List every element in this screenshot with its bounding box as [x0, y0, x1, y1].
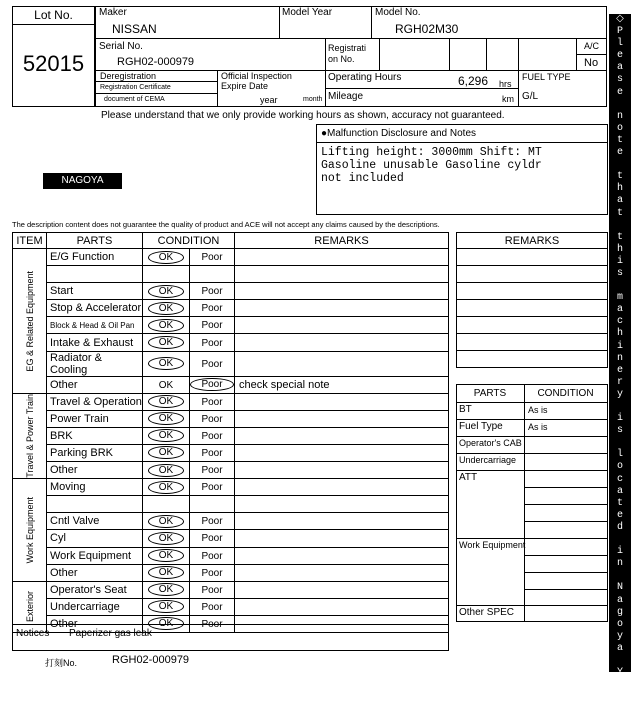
- cema-label: document of CEMA: [104, 96, 165, 103]
- sidebar-char: h: [616, 243, 623, 255]
- inspection-label: Official Inspection Expire Date: [221, 71, 292, 91]
- ok-mark[interactable]: OK: [148, 532, 184, 545]
- poor-cell: [190, 479, 235, 496]
- ok-cell: [143, 444, 190, 461]
- ac-value: No: [584, 57, 599, 69]
- ok-mark[interactable]: OK: [148, 302, 184, 315]
- ok-mark[interactable]: OK: [148, 464, 184, 477]
- sidebar-char: t: [616, 134, 623, 146]
- group-label-text: Travel & Power Train: [24, 394, 35, 478]
- sidebar-char: i: [616, 413, 623, 425]
- serial-label: Serial No.: [99, 41, 143, 52]
- remark-cell: [235, 393, 449, 410]
- sidebar-char: s: [616, 267, 623, 279]
- table-row: [13, 530, 449, 547]
- sidebar-char: ◇: [616, 14, 624, 25]
- sidebar-char: n: [616, 352, 623, 364]
- col-condition: CONDITION: [143, 233, 235, 249]
- sidebar-char: t: [616, 171, 623, 183]
- km-unit: km: [502, 94, 514, 104]
- poor-mark[interactable]: Poor: [201, 584, 223, 596]
- remark-cell: [235, 410, 449, 427]
- sidebar-char: o: [616, 122, 623, 134]
- notices-label: Notices: [16, 628, 50, 639]
- sidebar-char: [609, 655, 631, 667]
- sidebar-char: e: [616, 50, 623, 62]
- sidebar-char: [609, 401, 631, 413]
- ok-mark[interactable]: OK: [148, 600, 184, 613]
- poor-mark[interactable]: Poor: [201, 533, 223, 545]
- remark-cell: [235, 581, 449, 598]
- model-year-label: Model Year: [282, 7, 333, 18]
- poor-cell: [190, 530, 235, 547]
- ok-cell: [143, 317, 190, 334]
- poor-cell: [190, 317, 235, 334]
- poor-cell: [190, 598, 235, 615]
- remark-cell: [235, 317, 449, 334]
- part-name: E/G Function: [47, 249, 143, 266]
- ok-mark[interactable]: OK: [148, 336, 184, 349]
- lot-label: Lot No.: [13, 8, 94, 25]
- sidebar-char: e: [616, 364, 623, 376]
- right-remark-row: [457, 249, 608, 266]
- table-row: [13, 427, 449, 444]
- poor-mark[interactable]: Poor: [201, 396, 223, 408]
- sidebar-char: y: [616, 630, 623, 642]
- group-label-text: Exterior: [24, 591, 35, 623]
- poor-cell: [190, 266, 235, 283]
- part-name: Undercarriage: [47, 598, 143, 615]
- col-remarks: REMARKS: [235, 233, 449, 249]
- ok-mark[interactable]: OK: [148, 251, 184, 264]
- part-name: BRK: [47, 427, 143, 444]
- ok-mark[interactable]: OK: [148, 319, 184, 332]
- sidebar-char: a: [616, 304, 623, 316]
- rp-part: Other SPEC: [459, 607, 515, 618]
- table-row: [13, 351, 449, 376]
- ok-cell: [143, 334, 190, 351]
- sidebar-char: e: [616, 509, 623, 521]
- sidebar-char: [609, 534, 631, 546]
- part-name: [47, 496, 143, 513]
- location-badge-text: NAGOYA: [61, 175, 104, 186]
- sidebar-char: i: [616, 255, 623, 267]
- ok-mark[interactable]: OK: [148, 617, 184, 630]
- table-row: [13, 513, 449, 530]
- right-parts-table: [456, 384, 608, 622]
- poor-cell: [190, 513, 235, 530]
- ok-cell: [143, 462, 190, 479]
- poor-mark[interactable]: Poor: [201, 516, 223, 528]
- sidebar-char: r: [616, 376, 623, 388]
- part-name: Other: [47, 615, 143, 632]
- maker-label: Maker: [99, 7, 127, 18]
- remark-cell: check special note: [235, 376, 449, 393]
- remark-cell: [235, 427, 449, 444]
- remark-cell: [235, 444, 449, 461]
- stamp-label: 打刻No.: [45, 658, 78, 668]
- table-row: [13, 462, 449, 479]
- sidebar-char: e: [616, 147, 623, 159]
- remark-cell: [235, 266, 449, 283]
- rp-part: Fuel Type: [459, 421, 503, 432]
- table-row: [13, 444, 449, 461]
- sidebar-char: [609, 99, 631, 111]
- table-row: [13, 376, 449, 393]
- right-remarks-table: [456, 232, 608, 368]
- poor-mark[interactable]: Poor: [201, 618, 223, 630]
- poor-cell: [190, 581, 235, 598]
- remark-cell: [235, 479, 449, 496]
- ok-mark[interactable]: OK: [148, 429, 184, 442]
- sidebar-char: o: [616, 618, 623, 630]
- sidebar-char: d: [616, 703, 623, 715]
- table-row: [13, 317, 449, 334]
- ac-label: A/C: [584, 41, 600, 51]
- sidebar-char: l: [616, 449, 623, 461]
- sidebar-char: a: [616, 62, 623, 74]
- operating-hours-value: 6,296: [458, 74, 489, 88]
- rp-part: ATT: [459, 472, 478, 483]
- part-name: Other: [47, 564, 143, 581]
- sidebar-char: h: [616, 183, 623, 195]
- sidebar-char: P: [616, 26, 623, 38]
- remark-cell: [235, 513, 449, 530]
- rp-col-condition: CONDITION: [537, 388, 594, 399]
- ok-cell: [143, 513, 190, 530]
- col-item: ITEM: [13, 233, 47, 249]
- part-name: Cntl Valve: [47, 513, 143, 530]
- lot-number: 52015: [22, 51, 85, 76]
- ok-cell: [143, 351, 190, 376]
- rp-part: Operator's CAB: [459, 438, 522, 448]
- sidebar-char: l: [616, 38, 623, 50]
- sidebar-char: n: [616, 110, 623, 122]
- part-name: Cyl: [47, 530, 143, 547]
- poor-mark[interactable]: Poor: [201, 465, 223, 477]
- remark-cell: [235, 300, 449, 317]
- model-no-label: Model No.: [375, 7, 421, 18]
- ok-mark[interactable]: OK: [148, 357, 184, 370]
- sidebar-char: a: [616, 594, 623, 606]
- malfunction-text: Lifting height: 3000mm Shift: MT Gasoline unusable Gasoline cyldr not included: [321, 146, 542, 185]
- part-name: Work Equipment: [47, 547, 143, 564]
- part-name: Other: [47, 462, 143, 479]
- poor-mark[interactable]: Poor: [201, 286, 223, 298]
- stamp-number: RGH02-000979: [112, 654, 190, 666]
- sidebar-char: g: [616, 606, 623, 618]
- poor-mark[interactable]: Poor: [201, 482, 223, 494]
- ok-mark[interactable]: OK: [148, 549, 184, 562]
- remark-cell: [235, 351, 449, 376]
- table-row: [13, 479, 449, 496]
- group-label: [13, 249, 47, 394]
- ok-cell: [143, 300, 190, 317]
- sidebar-char: t: [616, 207, 623, 219]
- rp-part: Undercarriage: [459, 455, 517, 465]
- group-label-text: EG & Related Equipment: [24, 270, 35, 372]
- ok-cell: [143, 410, 190, 427]
- sidebar-char: [609, 437, 631, 449]
- sidebar-char: [609, 159, 631, 171]
- ok-cell: [143, 530, 190, 547]
- rp-part: Work Equipment: [459, 540, 526, 550]
- poor-cell: [190, 376, 235, 393]
- sidebar-char: a: [616, 642, 623, 654]
- ok-cell: [143, 581, 190, 598]
- part-name: Operator's Seat: [47, 581, 143, 598]
- hrs-unit: hrs: [499, 79, 512, 89]
- sidebar-char: a: [616, 485, 623, 497]
- month-label: month: [303, 96, 323, 103]
- ok-cell: [143, 547, 190, 564]
- poor-cell: [190, 564, 235, 581]
- location-sidebar: [609, 14, 631, 727]
- malfunction-title: ●Malfunction Disclosure and Notes: [321, 128, 476, 139]
- table-row: [13, 334, 449, 351]
- sidebar-char: t: [616, 497, 623, 509]
- deregistration-label: Deregistration: [100, 71, 157, 81]
- remark-cell: [235, 249, 449, 266]
- group-label: [13, 393, 47, 478]
- poor-mark[interactable]: Poor: [190, 378, 233, 391]
- poor-cell: [190, 249, 235, 266]
- sidebar-char: c: [616, 473, 623, 485]
- sidebar-char: y: [616, 388, 623, 400]
- rp-condition: As is: [528, 422, 548, 432]
- rp-condition: As is: [528, 405, 548, 415]
- part-name: Power Train: [47, 410, 143, 427]
- right-remark-row: [457, 300, 608, 317]
- part-name: Moving: [47, 479, 143, 496]
- ok-cell: [143, 479, 190, 496]
- group-label-text: Work Equipment: [24, 496, 35, 564]
- part-name: Radiator & Cooling: [47, 351, 143, 376]
- part-name: Intake & Exhaust: [47, 334, 143, 351]
- right-remark-row: [457, 266, 608, 283]
- mileage-label: Mileage: [328, 91, 364, 102]
- poor-mark[interactable]: Poor: [201, 550, 223, 562]
- sidebar-char: m: [616, 292, 623, 304]
- poor-cell: [190, 444, 235, 461]
- ok-cell: [143, 249, 190, 266]
- poor-mark[interactable]: Poor: [201, 413, 223, 425]
- poor-mark[interactable]: Poor: [201, 252, 223, 264]
- right-remarks-label: REMARKS: [457, 233, 608, 249]
- poor-cell: [190, 351, 235, 376]
- table-header-row: [13, 233, 449, 249]
- ok-cell: [143, 393, 190, 410]
- ok-mark[interactable]: OK: [148, 583, 184, 596]
- poor-cell: [190, 393, 235, 410]
- table-row: [13, 581, 449, 598]
- poor-mark[interactable]: Poor: [201, 447, 223, 459]
- table-row: [13, 547, 449, 564]
- ok-mark[interactable]: OK: [148, 481, 184, 494]
- operating-hours-label: Operating Hours: [328, 72, 402, 83]
- poor-mark[interactable]: Poor: [201, 337, 223, 349]
- ok-mark[interactable]: OK: [148, 566, 184, 579]
- sidebar-char: d: [616, 521, 623, 533]
- sidebar-char: a: [616, 195, 623, 207]
- remark-cell: [235, 496, 449, 513]
- right-remark-row: [457, 317, 608, 334]
- sidebar-char: n: [616, 558, 623, 570]
- reg-cert-label: Registration Certificate: [100, 84, 171, 91]
- location-badge: [43, 173, 122, 189]
- poor-cell: [190, 334, 235, 351]
- sidebar-char: [609, 570, 631, 582]
- sidebar-char: [609, 280, 631, 292]
- rp-col-parts: PARTS: [473, 388, 507, 399]
- col-parts: PARTS: [47, 233, 143, 249]
- sidebar-char: [609, 220, 631, 232]
- part-name: Stop & Accelerator: [47, 300, 143, 317]
- ok-cell: [143, 376, 190, 393]
- right-remark-row: [457, 334, 608, 351]
- table-row: [13, 410, 449, 427]
- lot-box: [12, 6, 95, 107]
- serial-value: RGH02-000979: [117, 56, 195, 68]
- table-row: [13, 283, 449, 300]
- table-row: [13, 598, 449, 615]
- notices-box: [12, 624, 449, 651]
- remark-cell: [235, 530, 449, 547]
- table-row: [13, 266, 449, 283]
- poor-cell: [190, 547, 235, 564]
- ok-cell: [143, 266, 190, 283]
- ok-mark[interactable]: OK: [148, 395, 184, 408]
- sidebar-char: r: [616, 691, 623, 703]
- sidebar-char: ◇: [616, 715, 624, 727]
- malfunction-box: [316, 124, 608, 215]
- sidebar-char: o: [616, 461, 623, 473]
- notices-text: Paperizer gas leak: [69, 628, 152, 639]
- ok-cell: [143, 283, 190, 300]
- inspection-table: [12, 232, 449, 633]
- sidebar-char: c: [616, 316, 623, 328]
- ok-cell: [143, 564, 190, 581]
- part-name: Block & Head & Oil Pan: [47, 317, 143, 334]
- table-row: [13, 300, 449, 317]
- fuel-type-value: G/L: [522, 91, 539, 102]
- table-row: [13, 496, 449, 513]
- quality-disclaimer: The description content does not guarantee the quality of product and ACE will not accept any claims caused by the descriptions.: [12, 220, 440, 229]
- ok-mark[interactable]: OK: [148, 285, 184, 298]
- sidebar-char: Y: [616, 667, 623, 679]
- poor-mark[interactable]: Poor: [201, 430, 223, 442]
- remark-cell: [235, 564, 449, 581]
- remark-cell: [235, 283, 449, 300]
- ok-cell: [143, 598, 190, 615]
- ok-cell: [143, 496, 190, 513]
- poor-mark[interactable]: Poor: [201, 303, 223, 315]
- ok-mark[interactable]: OK: [148, 515, 184, 528]
- ok-cell: [143, 427, 190, 444]
- poor-cell: [190, 410, 235, 427]
- poor-cell: [190, 300, 235, 317]
- poor-mark[interactable]: Poor: [201, 601, 223, 613]
- table-row: [13, 249, 449, 266]
- part-name: Other: [47, 376, 143, 393]
- year-label: year: [260, 95, 278, 105]
- fuel-type-label: FUEL TYPE: [522, 72, 571, 82]
- ok-mark[interactable]: OK: [158, 379, 174, 391]
- sidebar-char: a: [616, 679, 623, 691]
- hours-disclaimer: Please understand that we only provide working hours as shown, accuracy not guaranteed.: [101, 110, 505, 121]
- maker-value: NISSAN: [112, 22, 157, 36]
- rp-part: BT: [459, 404, 472, 415]
- sidebar-char: N: [616, 582, 623, 594]
- model-no-value: RGH02M30: [395, 22, 459, 36]
- remark-cell: [235, 547, 449, 564]
- group-label: [13, 479, 47, 582]
- ok-mark[interactable]: OK: [148, 446, 184, 459]
- sidebar-char: s: [616, 425, 623, 437]
- poor-cell: [190, 496, 235, 513]
- right-remark-row: [457, 283, 608, 300]
- sidebar-char: i: [616, 340, 623, 352]
- part-name: Parking BRK: [47, 444, 143, 461]
- sidebar-char: i: [616, 546, 623, 558]
- poor-mark[interactable]: Poor: [201, 358, 223, 370]
- poor-mark[interactable]: Poor: [201, 567, 223, 579]
- registration-label: Registrati on No.: [328, 43, 367, 64]
- sidebar-char: e: [616, 86, 623, 98]
- poor-cell: [190, 462, 235, 479]
- remark-cell: [235, 598, 449, 615]
- sidebar-char: s: [616, 74, 623, 86]
- part-name: Travel & Operation: [47, 393, 143, 410]
- sidebar-char: h: [616, 328, 623, 340]
- remark-cell: [235, 462, 449, 479]
- poor-mark[interactable]: Poor: [201, 320, 223, 332]
- table-row: [13, 564, 449, 581]
- remark-cell: [235, 334, 449, 351]
- poor-cell: [190, 283, 235, 300]
- part-name: [47, 266, 143, 283]
- table-row: [13, 393, 449, 410]
- part-name: Start: [47, 283, 143, 300]
- ok-mark[interactable]: OK: [148, 412, 184, 425]
- sidebar-char: t: [616, 231, 623, 243]
- right-remark-row: [457, 351, 608, 368]
- poor-cell: [190, 427, 235, 444]
